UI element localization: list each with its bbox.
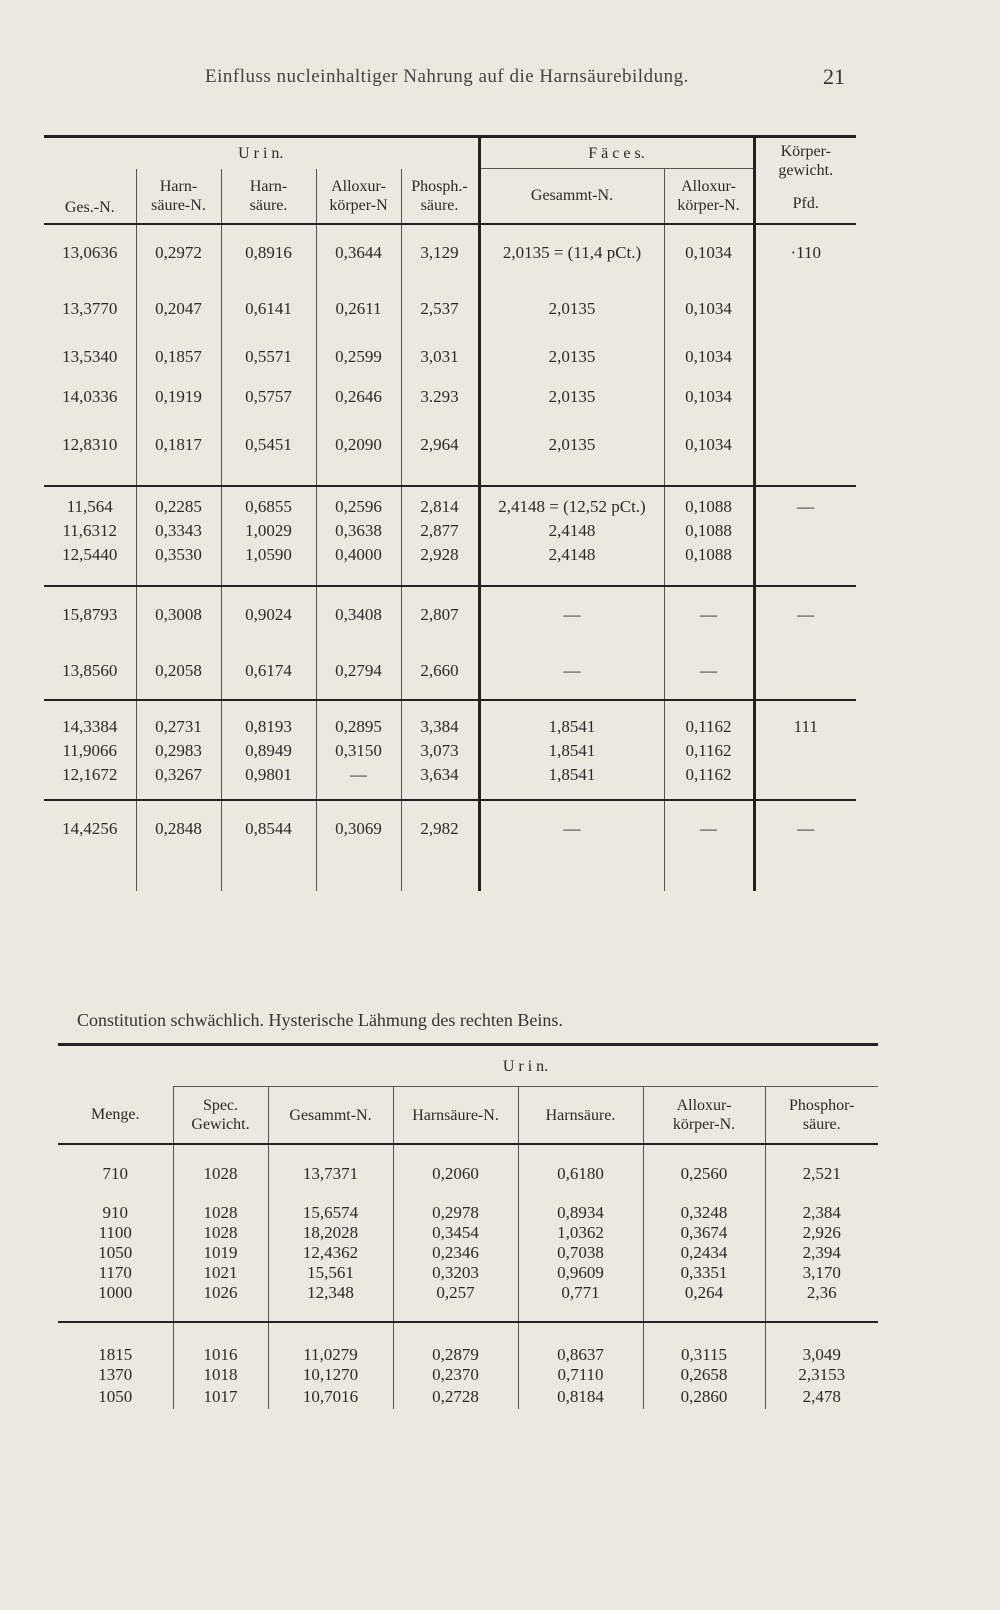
table-cell: 2,660: [401, 643, 479, 700]
table-cell: 0,6141: [221, 281, 316, 337]
table-cell: 0,264: [643, 1283, 765, 1303]
header-koerpergewicht: Körper-gewicht. Pfd.: [754, 138, 856, 224]
table-cell: 0,5757: [221, 377, 316, 417]
table-cell: 2,36: [765, 1283, 878, 1303]
table-cell: 0,3454: [393, 1223, 518, 1243]
table-cell: 1815: [58, 1322, 173, 1365]
table-cell: 1000: [98, 1283, 133, 1302]
header-spec-gewicht: Spec. Gewicht.: [173, 1087, 268, 1145]
table-cell: 12,5440: [62, 544, 118, 564]
table-cell: [754, 281, 856, 337]
table-cell: 2,4148: [479, 543, 664, 567]
table-cell: 0,2596: [316, 486, 401, 519]
table-cell: 1100: [98, 1223, 132, 1242]
table-cell: 2,964: [401, 417, 479, 473]
table-cell: 11,6312: [62, 520, 118, 540]
table-cell: 0,257: [393, 1283, 518, 1303]
table-cell: 0,2058: [136, 643, 221, 700]
table-row: [58, 1223, 878, 1243]
table-cell: 0,2972: [136, 224, 221, 281]
table-cell: 0,2895: [316, 700, 401, 739]
table-cell: 1016: [173, 1322, 268, 1365]
table-cell: 1,8541: [479, 700, 664, 739]
header-ges-n: Ges.-N.: [44, 169, 136, 224]
header-faeces-gesammt-n: Gesammt-N.: [479, 169, 664, 224]
table-cell: 0,2047: [136, 281, 221, 337]
table-cell: 0,3203: [393, 1263, 518, 1283]
table-cell: 0,1817: [136, 417, 221, 473]
table-cell: 1018: [173, 1365, 268, 1385]
table-cell: 2,4148: [479, 519, 664, 543]
table-cell: 0,2346: [393, 1243, 518, 1263]
table-cell: 0,3150: [316, 739, 401, 763]
table-cell: —: [754, 800, 856, 891]
table-cell: [754, 377, 856, 417]
table-cell: 0,771: [518, 1283, 643, 1303]
table-cell: 3,049: [765, 1322, 878, 1365]
table-cell: 1170: [98, 1263, 132, 1282]
table-cell: 12,348: [268, 1283, 393, 1303]
table-cell: 0,3115: [643, 1322, 765, 1365]
table-cell: 3,031: [401, 337, 479, 377]
table-cell: —: [754, 486, 856, 519]
table-cell: 2,982: [401, 800, 479, 891]
table-cell: 0,3343: [136, 519, 221, 543]
table-cell: 15,8793: [44, 586, 136, 643]
table-row: [44, 519, 856, 543]
table-cell: 0,1088: [664, 519, 754, 543]
table-cell: 0,1162: [664, 763, 754, 787]
table-cell: —: [664, 643, 754, 700]
header-harnsaeure-n-2: Harnsäure-N.: [393, 1087, 518, 1145]
table-cell: 15,561: [268, 1263, 393, 1283]
table-row: [58, 1322, 878, 1365]
table-cell: 1028: [173, 1203, 268, 1223]
table-cell: ·110: [754, 224, 856, 281]
table-cell: 13,3770: [62, 298, 118, 318]
table-cell: 11,9066: [62, 740, 118, 760]
table-cell: 0,3644: [316, 224, 401, 281]
table-row: [44, 417, 856, 473]
table-cell: [754, 417, 856, 473]
header-phosphorsaeure: Phosphor-säure.: [765, 1087, 878, 1145]
header-harnsaeure-n: Harn-säure-N.: [136, 169, 221, 224]
table-cell: 0,9609: [518, 1263, 643, 1283]
table-cell: 0,2860: [643, 1385, 765, 1409]
table-cell: 0,2090: [316, 417, 401, 473]
running-title: Einfluss nucleinhaltiger Nahrung auf die Harnsäurebildung.: [205, 66, 689, 87]
table-cell: 0,8637: [518, 1322, 643, 1365]
table-cell: 0,1919: [136, 377, 221, 417]
table-cell: [754, 337, 856, 377]
table-cell: 10,1270: [268, 1365, 393, 1385]
table-cell: 0,6174: [221, 643, 316, 700]
table-row: [44, 800, 856, 891]
table-cell: 0,1088: [664, 486, 754, 519]
table-cell: 2,0135: [479, 417, 664, 473]
table-cell: 2,3153: [765, 1365, 878, 1385]
table-cell: 3,073: [401, 739, 479, 763]
table-row: [58, 1144, 878, 1203]
table-cell: 2,928: [401, 543, 479, 567]
table-cell: 1,0362: [518, 1223, 643, 1243]
table-cell: 0,3408: [316, 586, 401, 643]
table2-caption: Constitution schwächlich. Hysterische Lähmung des rechten Beins.: [77, 1010, 563, 1030]
table-cell: 0,9024: [221, 586, 316, 643]
table-cell: 0,2646: [316, 377, 401, 417]
table-row: [44, 763, 856, 787]
table-cell: 10,7016: [268, 1385, 393, 1409]
table-cell: 2,384: [765, 1203, 878, 1223]
table-cell: 3,384: [401, 700, 479, 739]
table-cell: 0,3351: [643, 1263, 765, 1283]
table-row: [58, 1365, 878, 1385]
table-row: [44, 486, 856, 519]
table-cell: 0,1088: [664, 543, 754, 567]
table-cell: 2,0135: [479, 337, 664, 377]
table-cell: 0,2728: [393, 1385, 518, 1409]
table-cell: 0,2611: [316, 281, 401, 337]
table-row: [44, 586, 856, 643]
table-cell: [754, 739, 856, 763]
table-cell: 0,1034: [664, 281, 754, 337]
table-cell: 0,8949: [221, 739, 316, 763]
table-row: [44, 643, 856, 700]
faeces-group-header: F ä c e s.: [479, 138, 754, 169]
header-alloxur-2: Alloxur-körper-N.: [643, 1087, 765, 1145]
page-number: 21: [823, 64, 845, 89]
table-cell: 2,0135: [479, 377, 664, 417]
table-row: [44, 377, 856, 417]
table-cell: 111: [754, 700, 856, 739]
table-urin-hysteric: [58, 1043, 878, 1409]
table-cell: 0,2434: [643, 1243, 765, 1263]
table-cell: —: [316, 763, 401, 787]
table-cell: 0,9801: [221, 763, 316, 787]
table-cell: 0,2285: [136, 486, 221, 519]
table-row: [44, 281, 856, 337]
table-cell: [754, 519, 856, 543]
urin-group-header-2: U r i n.: [173, 1046, 878, 1087]
header-harnsaeure: Harn-säure.: [221, 169, 316, 224]
table-cell: —: [479, 800, 664, 891]
table-cell: 0,3248: [643, 1203, 765, 1223]
table-cell: 3,634: [401, 763, 479, 787]
table-cell: —: [479, 643, 664, 700]
table-cell: 0,2599: [316, 337, 401, 377]
table-cell: 0,2848: [136, 800, 221, 891]
table-cell: 0,3069: [316, 800, 401, 891]
table-cell: 3,170: [765, 1263, 878, 1283]
table-cell: 0,2983: [136, 739, 221, 763]
table-cell: 0,6180: [518, 1144, 643, 1203]
table-cell: 14,3384: [44, 700, 136, 739]
table-cell: 1017: [173, 1385, 268, 1409]
table-cell: 0,8184: [518, 1385, 643, 1409]
table-row: [44, 739, 856, 763]
table-cell: 13,5340: [62, 346, 118, 366]
table-cell: 12,8310: [62, 434, 118, 454]
table-cell: 0,2658: [643, 1365, 765, 1385]
table-cell: 1370: [98, 1365, 133, 1384]
table-cell: 0,8916: [221, 224, 316, 281]
table-row: [44, 337, 856, 377]
table-cell: 910: [102, 1203, 128, 1222]
table-cell: 0,8544: [221, 800, 316, 891]
table-cell: 2,926: [765, 1223, 878, 1243]
table-cell: [754, 643, 856, 700]
table-cell: 0,2370: [393, 1365, 518, 1385]
table-cell: 0,4000: [316, 543, 401, 567]
table-cell: [754, 543, 856, 567]
table-cell: 2,877: [401, 519, 479, 543]
table-cell: 0,8193: [221, 700, 316, 739]
table-cell: 18,2028: [268, 1223, 393, 1243]
table-row: [44, 224, 856, 281]
table-row: [44, 543, 856, 567]
table-cell: 0,7038: [518, 1243, 643, 1263]
table-cell: 0,6855: [221, 486, 316, 519]
table-cell: —: [664, 800, 754, 891]
table-cell: 2,814: [401, 486, 479, 519]
table-cell: 3,129: [401, 224, 479, 281]
table-cell: 0,1034: [664, 224, 754, 281]
table-cell: 2,0135 = (11,4 pCt.): [479, 224, 664, 281]
header-faeces-alloxur: Alloxur-körper-N.: [664, 169, 754, 224]
table-cell: 1019: [173, 1243, 268, 1263]
table-cell: 0,1034: [664, 377, 754, 417]
header-gesammt-n: Gesammt-N.: [268, 1087, 393, 1145]
table-cell: 14,0336: [62, 386, 118, 406]
table-cell: 2,807: [401, 586, 479, 643]
table-cell: 0,2879: [393, 1322, 518, 1365]
table-cell: 0,8934: [518, 1203, 643, 1223]
table-cell: 710: [102, 1164, 128, 1183]
table-cell: 0,1857: [136, 337, 221, 377]
table-cell: 13,0636: [62, 242, 118, 262]
table-cell: 0,3530: [136, 543, 221, 567]
table-cell: 0,2560: [643, 1144, 765, 1203]
table-cell: 0,2978: [393, 1203, 518, 1223]
header-menge: Menge.: [58, 1087, 173, 1145]
table-cell: 0,3638: [316, 519, 401, 543]
table-cell: 2,478: [765, 1385, 878, 1409]
table-cell: —: [754, 586, 856, 643]
table-cell: 1050: [98, 1243, 133, 1262]
table-cell: 2,537: [401, 281, 479, 337]
table-cell: 12,1672: [62, 764, 118, 784]
table-cell: 15,6574: [268, 1203, 393, 1223]
table-cell: 1,0590: [221, 543, 316, 567]
table-cell: 0,1034: [664, 337, 754, 377]
table-cell: 0,7110: [518, 1365, 643, 1385]
table-cell: 0,2731: [136, 700, 221, 739]
table-cell: 12,4362: [268, 1243, 393, 1263]
table-cell: 2,4148 = (12,52 pCt.): [479, 486, 664, 519]
header-phosph: Phosph.-säure.: [401, 169, 479, 224]
table-cell: 2,521: [765, 1144, 878, 1203]
table-cell: —: [479, 586, 664, 643]
table-cell: 1,8541: [479, 739, 664, 763]
table-cell: 3.293: [401, 377, 479, 417]
table-cell: 11,564: [44, 486, 136, 519]
table-cell: 13,7371: [268, 1144, 393, 1203]
header-harnsaeure-2: Harnsäure.: [518, 1087, 643, 1145]
table-cell: 1050: [98, 1387, 133, 1406]
table-cell: 0,3674: [643, 1223, 765, 1243]
table-cell: —: [664, 586, 754, 643]
table-cell: 0,1162: [664, 739, 754, 763]
table-cell: 1,8541: [479, 763, 664, 787]
table-cell: 0,3008: [136, 586, 221, 643]
table-cell: 2,0135: [479, 281, 664, 337]
table-cell: 0,5571: [221, 337, 316, 377]
table-cell: 1028: [173, 1144, 268, 1203]
table-cell: 0,1162: [664, 700, 754, 739]
table-cell: 0,2794: [316, 643, 401, 700]
table-cell: 0,1034: [664, 417, 754, 473]
table-row: [58, 1283, 878, 1303]
table-row: [44, 700, 856, 739]
table-cell: 1,0029: [221, 519, 316, 543]
table-cell: 1026: [173, 1283, 268, 1303]
table-cell: 1028: [173, 1223, 268, 1243]
table-cell: 0,2060: [393, 1144, 518, 1203]
urin-group-header: U r i n.: [238, 144, 284, 162]
table-cell: 0,3267: [136, 763, 221, 787]
table-cell: 11,0279: [268, 1322, 393, 1365]
table-cell: 13,8560: [62, 660, 118, 680]
table-cell: 1021: [173, 1263, 268, 1283]
table-nuclein-diet: [44, 135, 856, 891]
table-cell: 2,394: [765, 1243, 878, 1263]
header-alloxur: Alloxur-körper-N: [316, 169, 401, 224]
table-row: [58, 1203, 878, 1223]
table-cell: 14,4256: [44, 800, 136, 891]
table-row: [58, 1385, 878, 1409]
table-cell: [754, 763, 856, 787]
table-row: [58, 1263, 878, 1283]
table-row: [58, 1243, 878, 1263]
table-cell: 0,5451: [221, 417, 316, 473]
